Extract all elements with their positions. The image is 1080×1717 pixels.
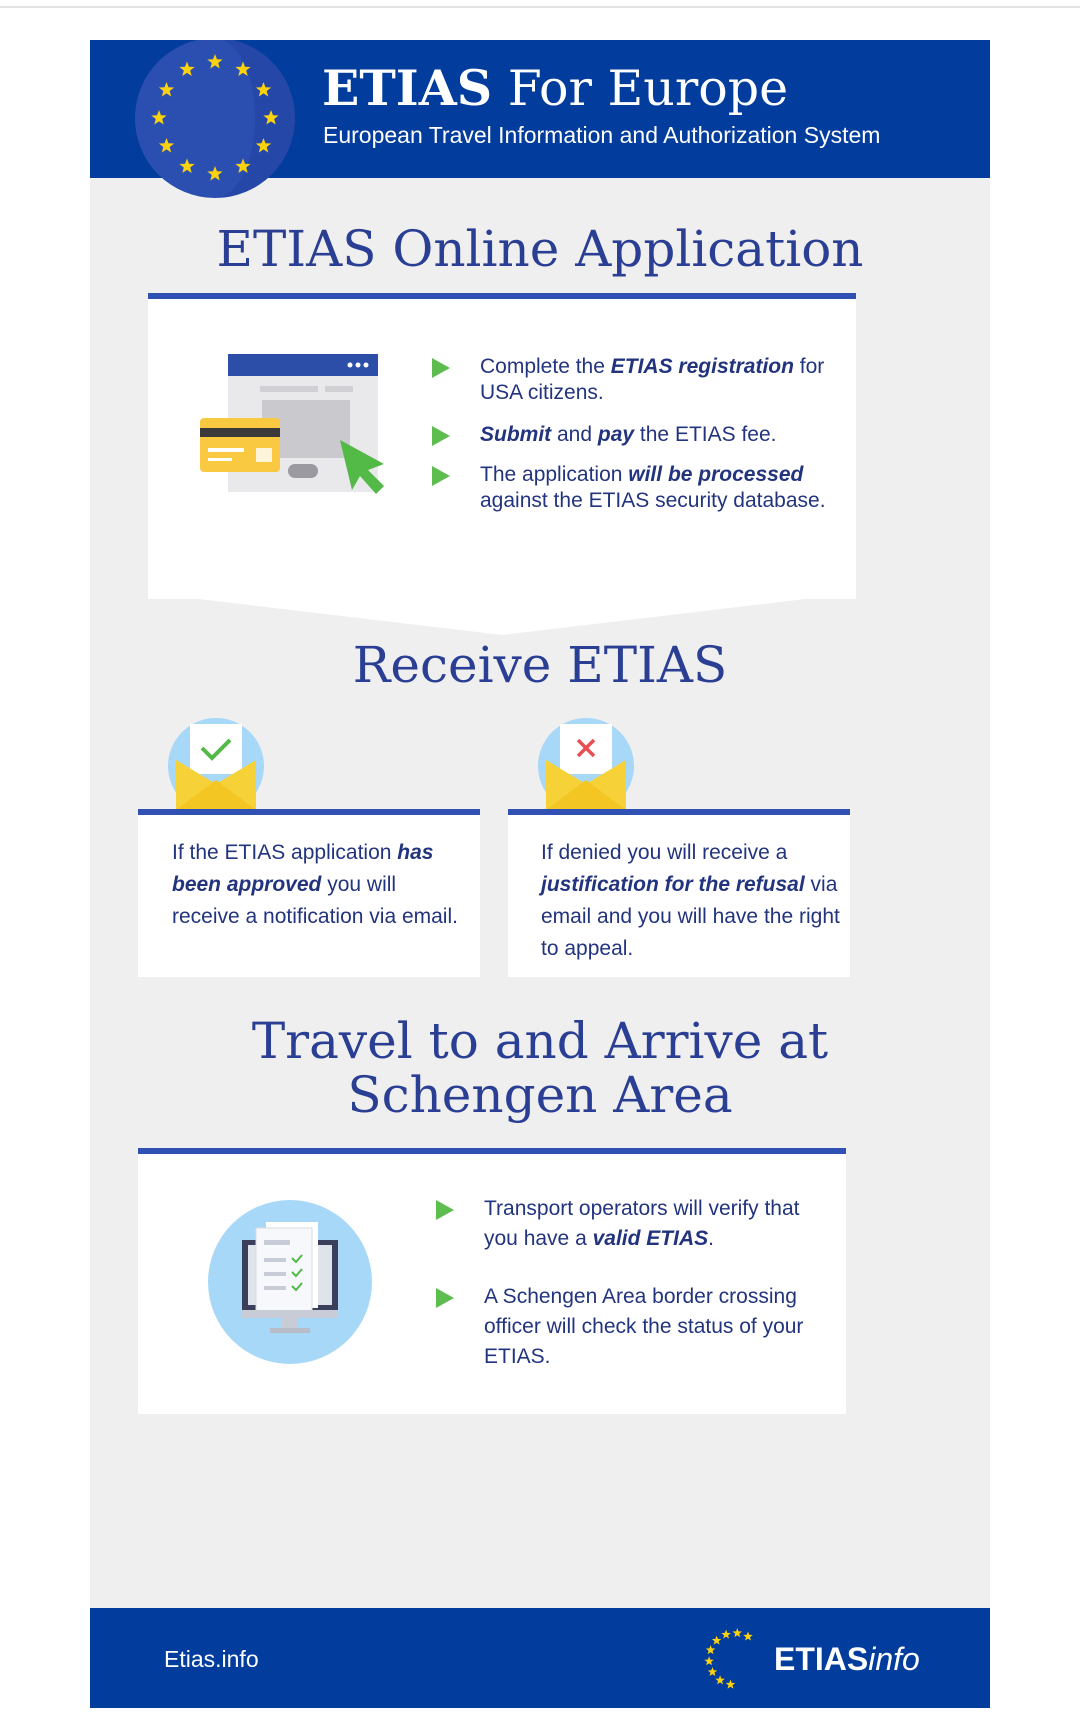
denied-panel xyxy=(508,809,850,977)
etias-info-logo xyxy=(702,1626,962,1692)
section-title-online-application: ETIAS Online Application xyxy=(216,220,864,278)
bullet-arrow-icon xyxy=(436,1200,454,1220)
star-icon xyxy=(706,1645,716,1654)
list-item: Submit and pay the ETIAS fee. xyxy=(480,422,830,448)
infographic xyxy=(90,40,990,1708)
header-subtitle: European Travel Information and Authorization System xyxy=(323,122,881,148)
section-title-travel xyxy=(90,1014,990,1122)
star-icon xyxy=(712,1636,722,1645)
denied-text: If denied you will receive a justification for the refusal via email and you will have the right to appeal. xyxy=(541,841,840,960)
section-title-receive: Receive ETIAS xyxy=(352,636,728,694)
logo-wordmark: ETIASinfo xyxy=(774,1641,920,1677)
online-application-panel xyxy=(148,293,856,599)
header-banner xyxy=(90,40,990,178)
star-icon xyxy=(715,1675,725,1684)
bullet-arrow-icon xyxy=(432,466,450,486)
section-title-line: Travel to and Arrive at xyxy=(251,1012,829,1070)
section-title-line: Schengen Area xyxy=(347,1066,733,1124)
monitor-documents-icon xyxy=(208,1200,372,1364)
list-item: A Schengen Area border crossing officer will check the status of your ETIAS. xyxy=(484,1282,824,1372)
list-item: Complete the ETIAS registration for USA citizens. xyxy=(480,354,830,406)
star-icon xyxy=(708,1667,718,1676)
application-steps-list xyxy=(480,354,830,514)
bullet-arrow-icon xyxy=(432,358,450,378)
approved-envelope-icon xyxy=(166,718,266,810)
star-icon xyxy=(704,1656,714,1665)
list-item: Transport operators will verify that you have a valid ETIAS. xyxy=(484,1194,824,1254)
footer-banner xyxy=(90,1608,990,1708)
bullet-arrow-icon xyxy=(436,1288,454,1308)
top-divider xyxy=(0,6,1080,8)
bullet-arrow-icon xyxy=(432,426,450,446)
travel-steps-list xyxy=(484,1194,824,1372)
logo-stars-icon xyxy=(702,1626,768,1692)
star-icon xyxy=(733,1628,743,1637)
approved-panel xyxy=(138,809,480,977)
payment-window-icon xyxy=(200,344,400,504)
list-item: The application will be processed against the ETIAS security database. xyxy=(480,462,830,514)
approved-text: If the ETIAS application has been approved you will receive a notification via email. xyxy=(172,841,458,928)
footer-site-link[interactable]: Etias.info xyxy=(164,1646,259,1672)
star-icon xyxy=(726,1680,736,1689)
star-icon xyxy=(743,1631,753,1640)
denied-envelope-icon xyxy=(536,718,636,810)
travel-panel xyxy=(138,1148,846,1414)
star-icon xyxy=(721,1630,731,1639)
eu-flag-icon xyxy=(128,40,303,215)
header-title: ETIAS For Europe xyxy=(322,59,789,117)
